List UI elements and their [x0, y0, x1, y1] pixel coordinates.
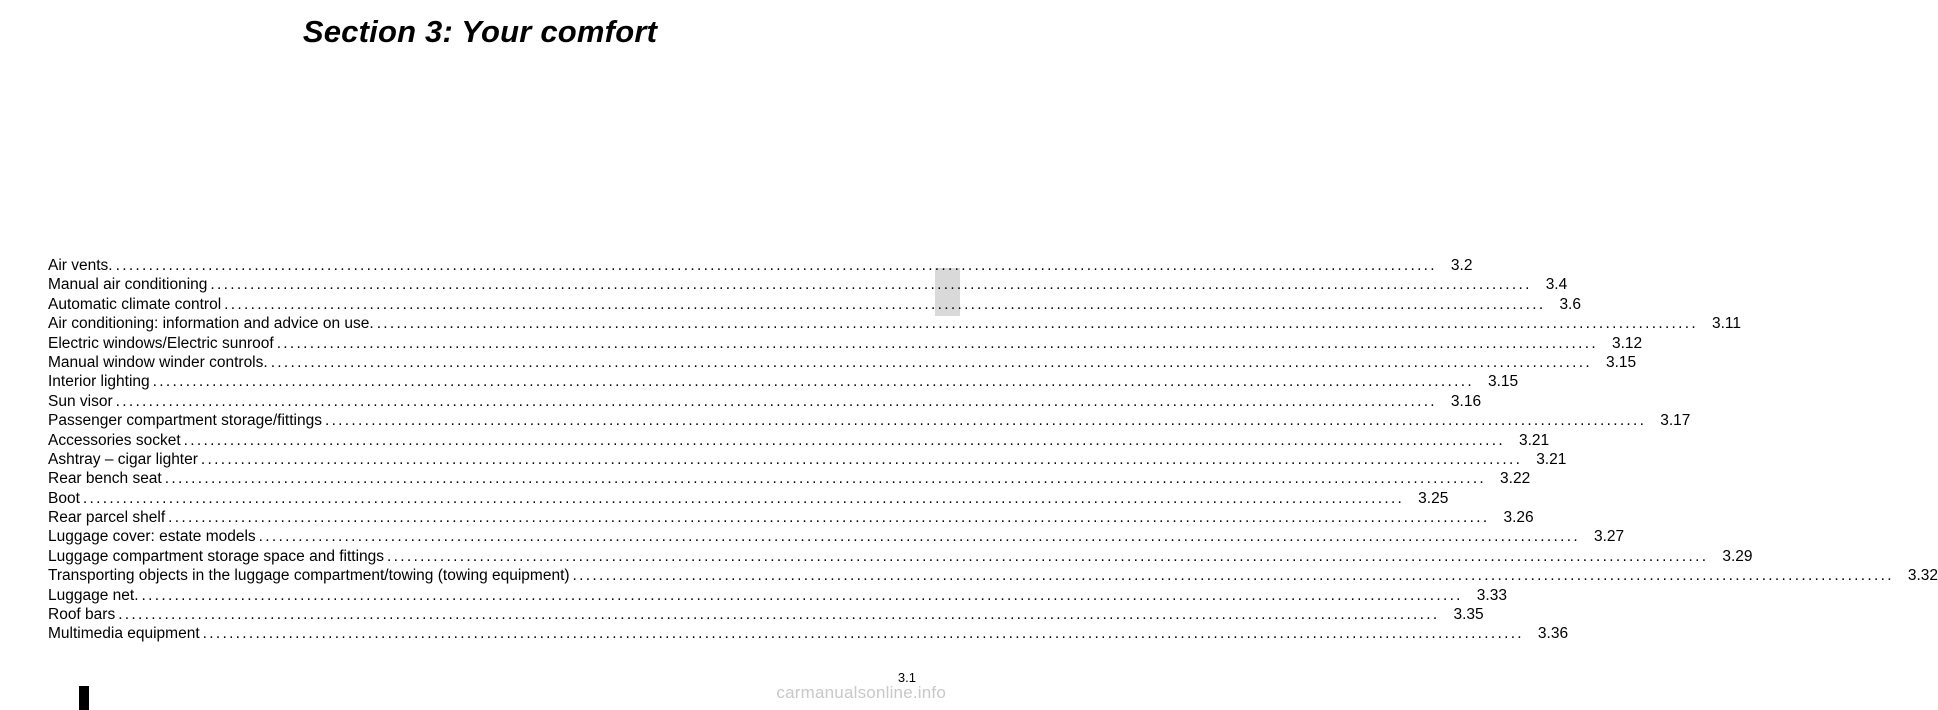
toc-entry-label: Sun visor: [48, 392, 113, 410]
dot-leader: ........................................................................................................................................................................................................: [324, 412, 1647, 430]
toc-entry-label: Passenger compartment storage/fittings: [48, 412, 322, 430]
dot-leader: ........................................................................................................................................................................................................: [210, 276, 1532, 294]
toc-entry-label: Luggage cover: estate models: [48, 528, 256, 546]
toc-entry[interactable]: [48, 469, 1531, 488]
toc-entry-label: Air conditioning: information and advice on use.: [48, 315, 374, 333]
toc-entry-page: 3.35: [1453, 606, 1484, 624]
toc-entry-page: 3.36: [1537, 625, 1569, 643]
toc-entry[interactable]: [48, 605, 1484, 624]
toc-entry[interactable]: [48, 314, 1742, 333]
dot-leader: ........................................................................................................................................................................................................: [572, 567, 1894, 585]
toc-entry-label: Multimedia equipment: [48, 625, 200, 643]
dot-leader: ........................................................................................................................................................................................................: [168, 509, 1490, 527]
toc-entry-page: 3.22: [1500, 470, 1531, 488]
toc-entry-page: 3.27: [1593, 528, 1625, 546]
dot-leader: ........................................................................................................................................................................................................: [200, 450, 1523, 468]
toc-entry[interactable]: [48, 295, 1581, 314]
dot-leader: ........................................................................................................................................................................................................: [164, 470, 1487, 488]
toc-entry-page: 3.17: [1660, 412, 1691, 430]
toc-entry-label: Air vents.: [48, 257, 113, 274]
toc-entry-page: 3.21: [1518, 431, 1550, 449]
toc-entry-page: 3.26: [1503, 509, 1534, 527]
dot-leader: ........................................................................................................................................................................................................: [276, 334, 1598, 352]
toc-entry-page: 3.15: [1605, 353, 1637, 371]
toc-entry[interactable]: [48, 275, 1568, 294]
toc-entry-page: 3.6: [1559, 295, 1581, 313]
dot-leader: ........................................................................................................................................................................................................: [141, 586, 1463, 604]
toc-entry[interactable]: [48, 392, 1482, 411]
dot-leader: ........................................................................................................................................................................................................: [376, 315, 1698, 333]
toc-entry[interactable]: [48, 450, 1567, 469]
table-of-contents: [48, 256, 1938, 644]
dot-leader: ........................................................................................................................................................................................................: [183, 431, 1505, 449]
toc-entry[interactable]: [48, 489, 1449, 508]
toc-entry[interactable]: [48, 566, 1938, 585]
toc-entry-page: 3.12: [1611, 334, 1643, 352]
toc-entry-page: 3.16: [1450, 392, 1482, 410]
dot-leader: ........................................................................................................................................................................................................: [224, 295, 1546, 313]
toc-entry[interactable]: [48, 624, 1569, 643]
toc-entry-label: Boot: [48, 489, 80, 507]
toc-entry[interactable]: [48, 334, 1643, 353]
toc-entry-label: Luggage net.: [48, 586, 139, 604]
toc-entry-label: Rear bench seat: [48, 470, 162, 488]
dot-leader: ........................................................................................................................................................................................................: [258, 528, 1580, 546]
toc-entry-label: Ashtray – cigar lighter: [48, 450, 198, 468]
toc-entry[interactable]: [48, 431, 1550, 450]
dot-leader: ........................................................................................................................................................................................................: [270, 353, 1592, 371]
toc-entry-page: 3.2: [1450, 257, 1473, 274]
toc-entry-page: 3.4: [1545, 276, 1568, 294]
dot-leader: ........................................................................................................................................................................................................: [202, 625, 1524, 643]
toc-entry-page: 3.21: [1536, 450, 1567, 468]
page-title: Section 3: Your comfort: [302, 14, 658, 49]
toc-entry[interactable]: [48, 547, 1753, 566]
dot-leader: ........................................................................................................................................................................................................: [82, 489, 1405, 507]
toc-entry-page: 3.15: [1487, 373, 1519, 391]
toc-entry[interactable]: [48, 256, 1473, 275]
toc-entry[interactable]: [48, 372, 1519, 391]
toc-entry-page: 3.32: [1907, 567, 1938, 585]
toc-entry[interactable]: [48, 527, 1625, 546]
toc-entry-label: Interior lighting: [48, 373, 150, 391]
toc-entry-label: Manual window winder controls.: [48, 353, 268, 371]
toc-entry-page: 3.29: [1722, 547, 1753, 565]
toc-entry-label: Manual air conditioning: [48, 276, 208, 294]
toc-entry[interactable]: [48, 508, 1534, 527]
dot-leader: ........................................................................................................................................................................................................: [387, 547, 1709, 565]
dot-leader: ........................................................................................................................................................................................................: [115, 257, 1437, 274]
toc-entry-label: Transporting objects in the luggage compartment/towing (towing equipment): [48, 567, 570, 585]
toc-entry-label: Automatic climate control: [48, 295, 222, 313]
watermark: carmanualsonline.info: [776, 683, 946, 702]
dot-leader: ........................................................................................................................................................................................................: [118, 606, 1440, 624]
toc-entry-label: Luggage compartment storage space and fittings: [48, 547, 385, 565]
toc-entry-page: 3.11: [1711, 315, 1742, 333]
toc-entry-label: Roof bars: [48, 606, 116, 624]
toc-entry[interactable]: [48, 411, 1691, 430]
toc-entry-label: Rear parcel shelf: [48, 509, 166, 527]
dot-leader: ........................................................................................................................................................................................................: [152, 373, 1474, 391]
toc-entry[interactable]: [48, 586, 1507, 605]
toc-entry-label: Electric windows/Electric sunroof: [48, 334, 274, 352]
toc-entry[interactable]: [48, 353, 1637, 372]
page-number: 3.1: [897, 670, 916, 685]
dot-leader: ........................................................................................................................................................................................................: [115, 392, 1437, 410]
crop-mark: [79, 686, 89, 710]
toc-entry-page: 3.33: [1476, 586, 1507, 604]
toc-entry-page: 3.25: [1418, 489, 1449, 507]
toc-entry-label: Accessories socket: [48, 431, 181, 449]
